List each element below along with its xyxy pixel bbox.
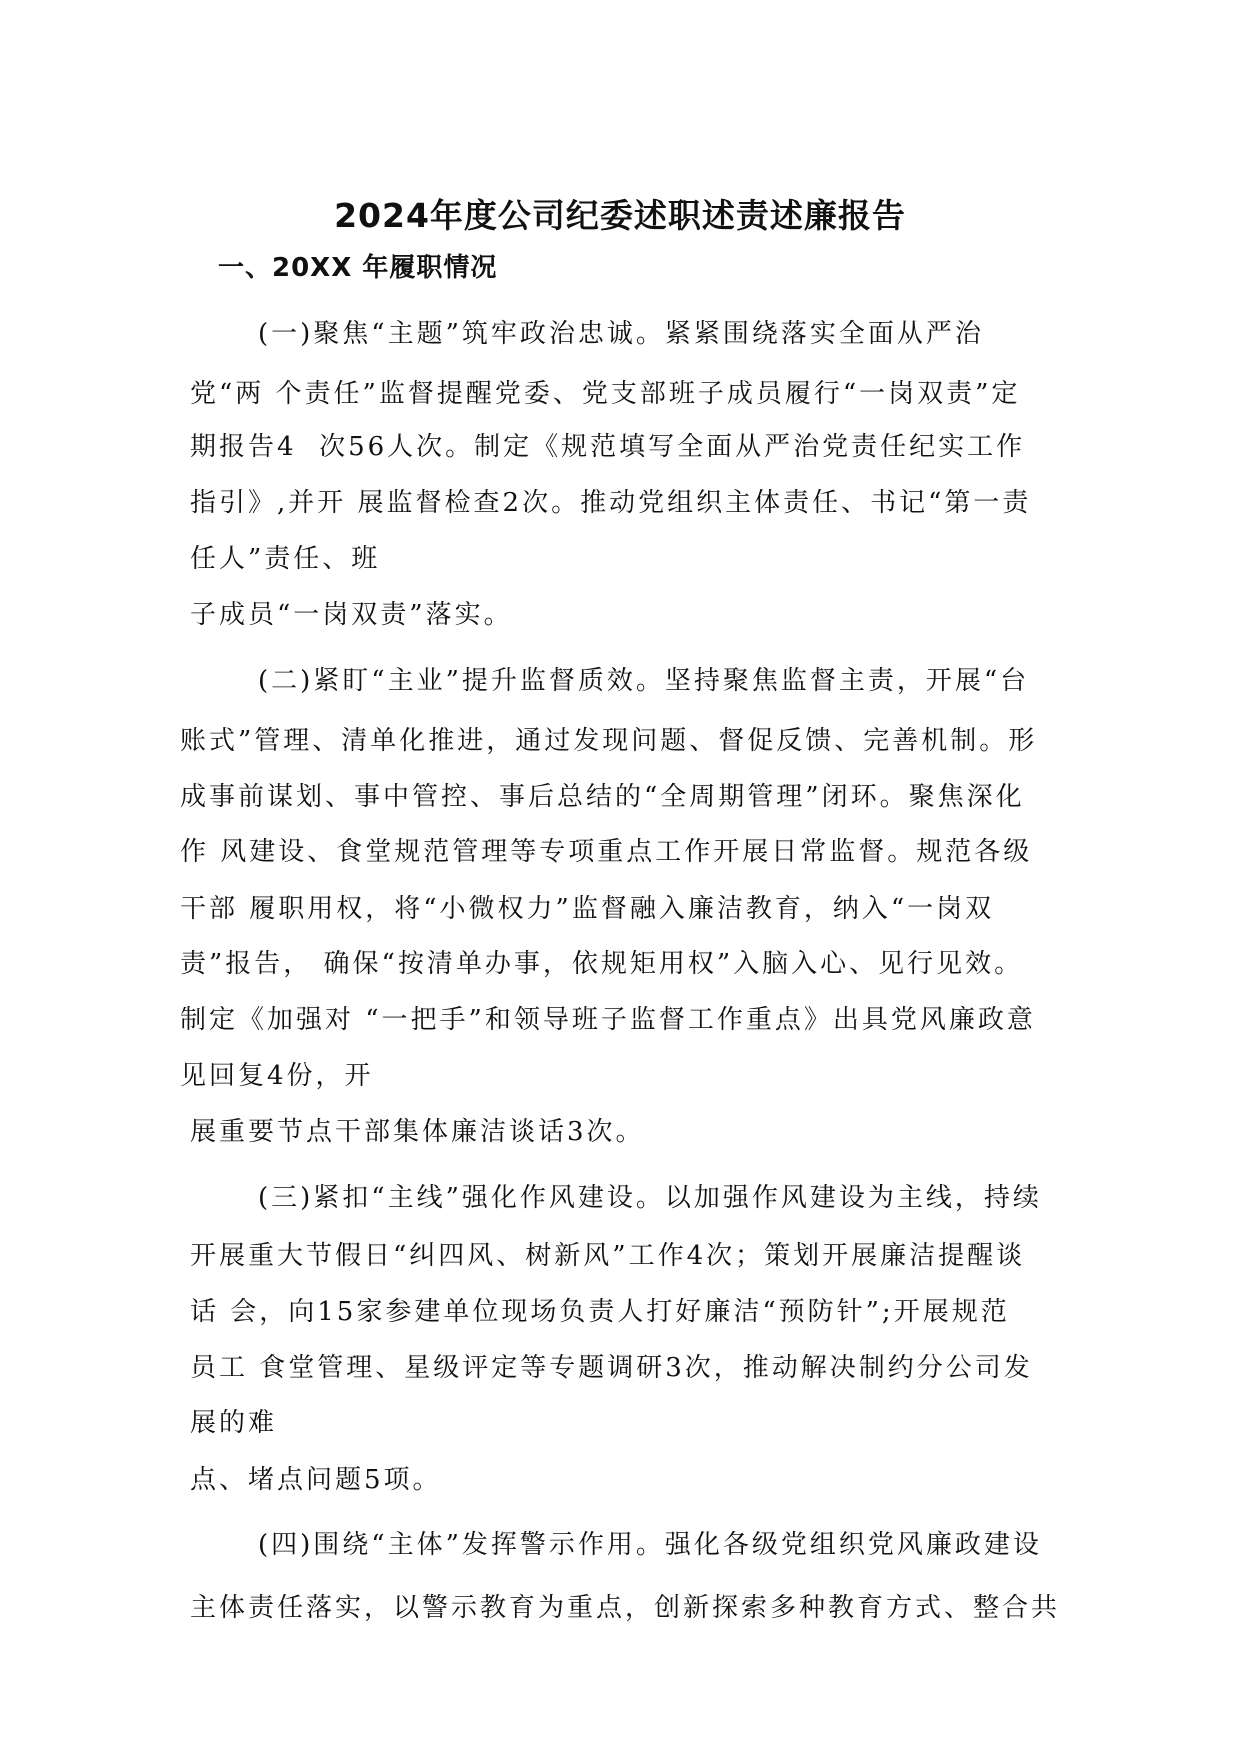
paragraph-2-line-2: 账式”管理、清单化推进，通过发现问题、督促反馈、完善机制。形 [180,726,1038,756]
paragraph-1-line-4: 指引》,并开 展监督检查2次。推动党组织主体责任、书记“第一责 [190,488,1032,518]
paragraph-2-line-6: 责”报告， 确保“按清单办事，依规矩用权”入脑入心、见行见效。 [180,949,1024,979]
paragraph-1-line-2: 党“两 个责任”监督提醒党委、党支部班子成员履行“一岗双责”定 [190,379,1021,409]
paragraph-3-line-6: 点、堵点问题5项。 [190,1465,442,1495]
paragraph-3-line-1: (三)紧扣“主线”强化作风建设。以加强作风建设为主线，持续 [258,1183,1042,1213]
section-heading: 一、20XX 年履职情况 [218,253,498,283]
paragraph-3-line-2: 开展重大节假日“纠四风、树新风”工作4次；策划开展廉洁提醒谈 [190,1241,1026,1271]
paragraph-3-line-3: 话 会，向15家参建单位现场负责人打好廉洁“预防针”;开展规范 [190,1297,1010,1327]
paragraph-3-line-4: 员工 食堂管理、星级评定等专题调研3次，推动解决制约分公司发 [190,1353,1033,1383]
paragraph-2-line-5: 干部 履职用权，将“小微权力”监督融入廉洁教育，纳入“一岗双 [180,894,995,924]
paragraph-2-line-3: 成事前谋划、事中管控、事后总结的“全周期管理”闭环。聚焦深化 [180,782,1025,812]
paragraph-1-line-6: 子成员“一岗双责”落实。 [190,600,513,630]
paragraph-2-line-9: 展重要节点干部集体廉洁谈话3次。 [190,1117,645,1147]
paragraph-4-line-1: (四)围绕“主体”发挥警示作用。强化各级党组织党风廉政建设 [258,1530,1042,1560]
paragraph-3-line-5: 展的难 [190,1408,278,1438]
paragraph-2-line-4: 作 风建设、食堂规范管理等专项重点工作开展日常监督。规范各级 [180,837,1033,867]
paragraph-2-line-1: (二)紧盯“主业”提升监督质效。坚持聚焦监督主责，开展“台 [258,666,1030,696]
paragraph-4-line-2: 主体责任落实，以警示教育为重点，创新探索多种教育方式、整合共 [190,1593,1061,1623]
paragraph-2-line-8: 见回复4份，开 [180,1061,374,1091]
paragraph-1-line-5: 任人”责任、班 [190,544,381,574]
paragraph-1-line-1: (一)聚焦“主题”筑牢政治忠诚。紧紧围绕落实全面从严治 [258,319,984,349]
paragraph-2-line-7: 制定《加强对 “一把手”和领导班子监督工作重点》出具党风廉政意 [180,1005,1036,1035]
paragraph-1-line-3: 期报告4 次56人次。制定《规范填写全面从严治党责任纪实工作 [190,432,1026,462]
document-title: 2024年度公司纪委述职述责述廉报告 [334,196,906,235]
